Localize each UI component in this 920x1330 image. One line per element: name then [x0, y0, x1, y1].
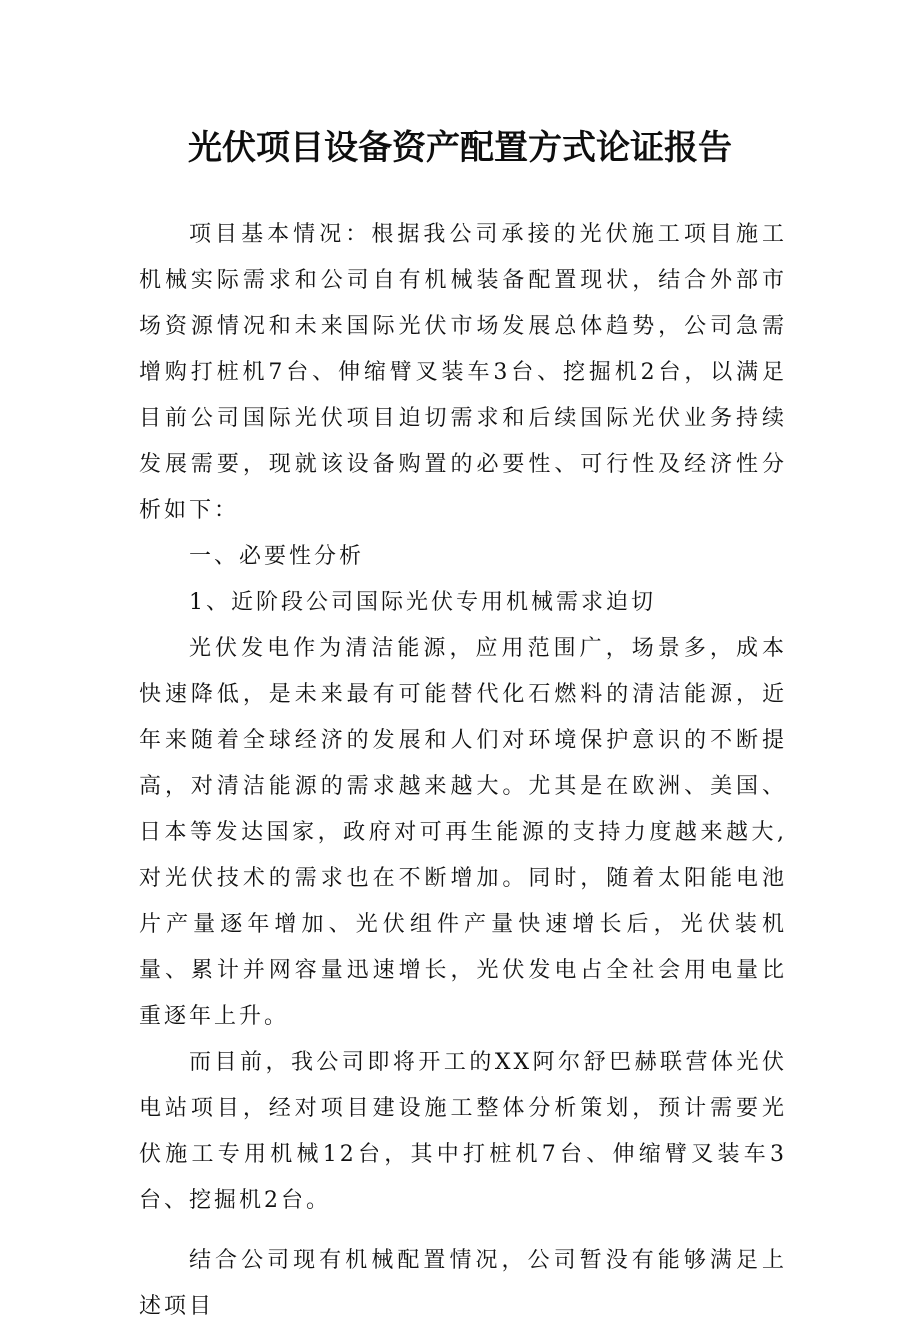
document-body: [139, 212, 787, 1330]
paragraph-spacer: [139, 1224, 787, 1238]
section-heading-necessity: 一、必要性分析: [189, 544, 365, 569]
document-title: 光伏项目设备资产配置方式论证报告: [188, 128, 732, 168]
subsection-heading-demand: 1、近阶段公司国际光伏专用机械需求迫切: [189, 590, 656, 615]
paragraph-project-overview: 项目基本情况：根据我公司承接的光伏施工项目施工机械实际需求和公司自有机械装备配置现状，结合外部市场资源情况和未来国际光伏市场发展总体趋势，公司急需增购打桩机7台、伸缩臂叉装车3台、挖掘机2台，以满足目前公司国际光伏项目迫切需求和后续国际光伏业务持续发展需要，现就该设备购置的必要性、可行性及经济性分析如下：: [139, 222, 787, 523]
paragraph-project-machinery: 而目前，我公司即将开工的XX阿尔舒巴赫联营体光伏电站项目，经对项目建设施工整体分析策划，预计需要光伏施工专用机械12台，其中打桩机7台、伸缩臂叉装车3台、挖掘机2台。: [139, 1050, 787, 1213]
paragraph-clean-energy: 光伏发电作为清洁能源，应用范围广，场景多，成本快速降低，是未来最有可能替代化石燃料的清洁能源，近年来随着全球经济的发展和人们对环境保护意识的不断提高，对清洁能源的需求越来越大。尤其是在欧洲、美国、日本等发达国家，政府对可再生能源的支持力度越来越大,对光伏技术的需求也在不断增加。同时，随着太阳能电池片产量逐年增加、光伏组件产量快速增长后，光伏装机量、累计并网容量迅速增长，光伏发电占全社会用电量比重逐年上升。: [139, 636, 787, 1029]
paragraph-existing-equipment: 结合公司现有机械配置情况，公司暂没有能够满足上述项目: [139, 1248, 787, 1319]
